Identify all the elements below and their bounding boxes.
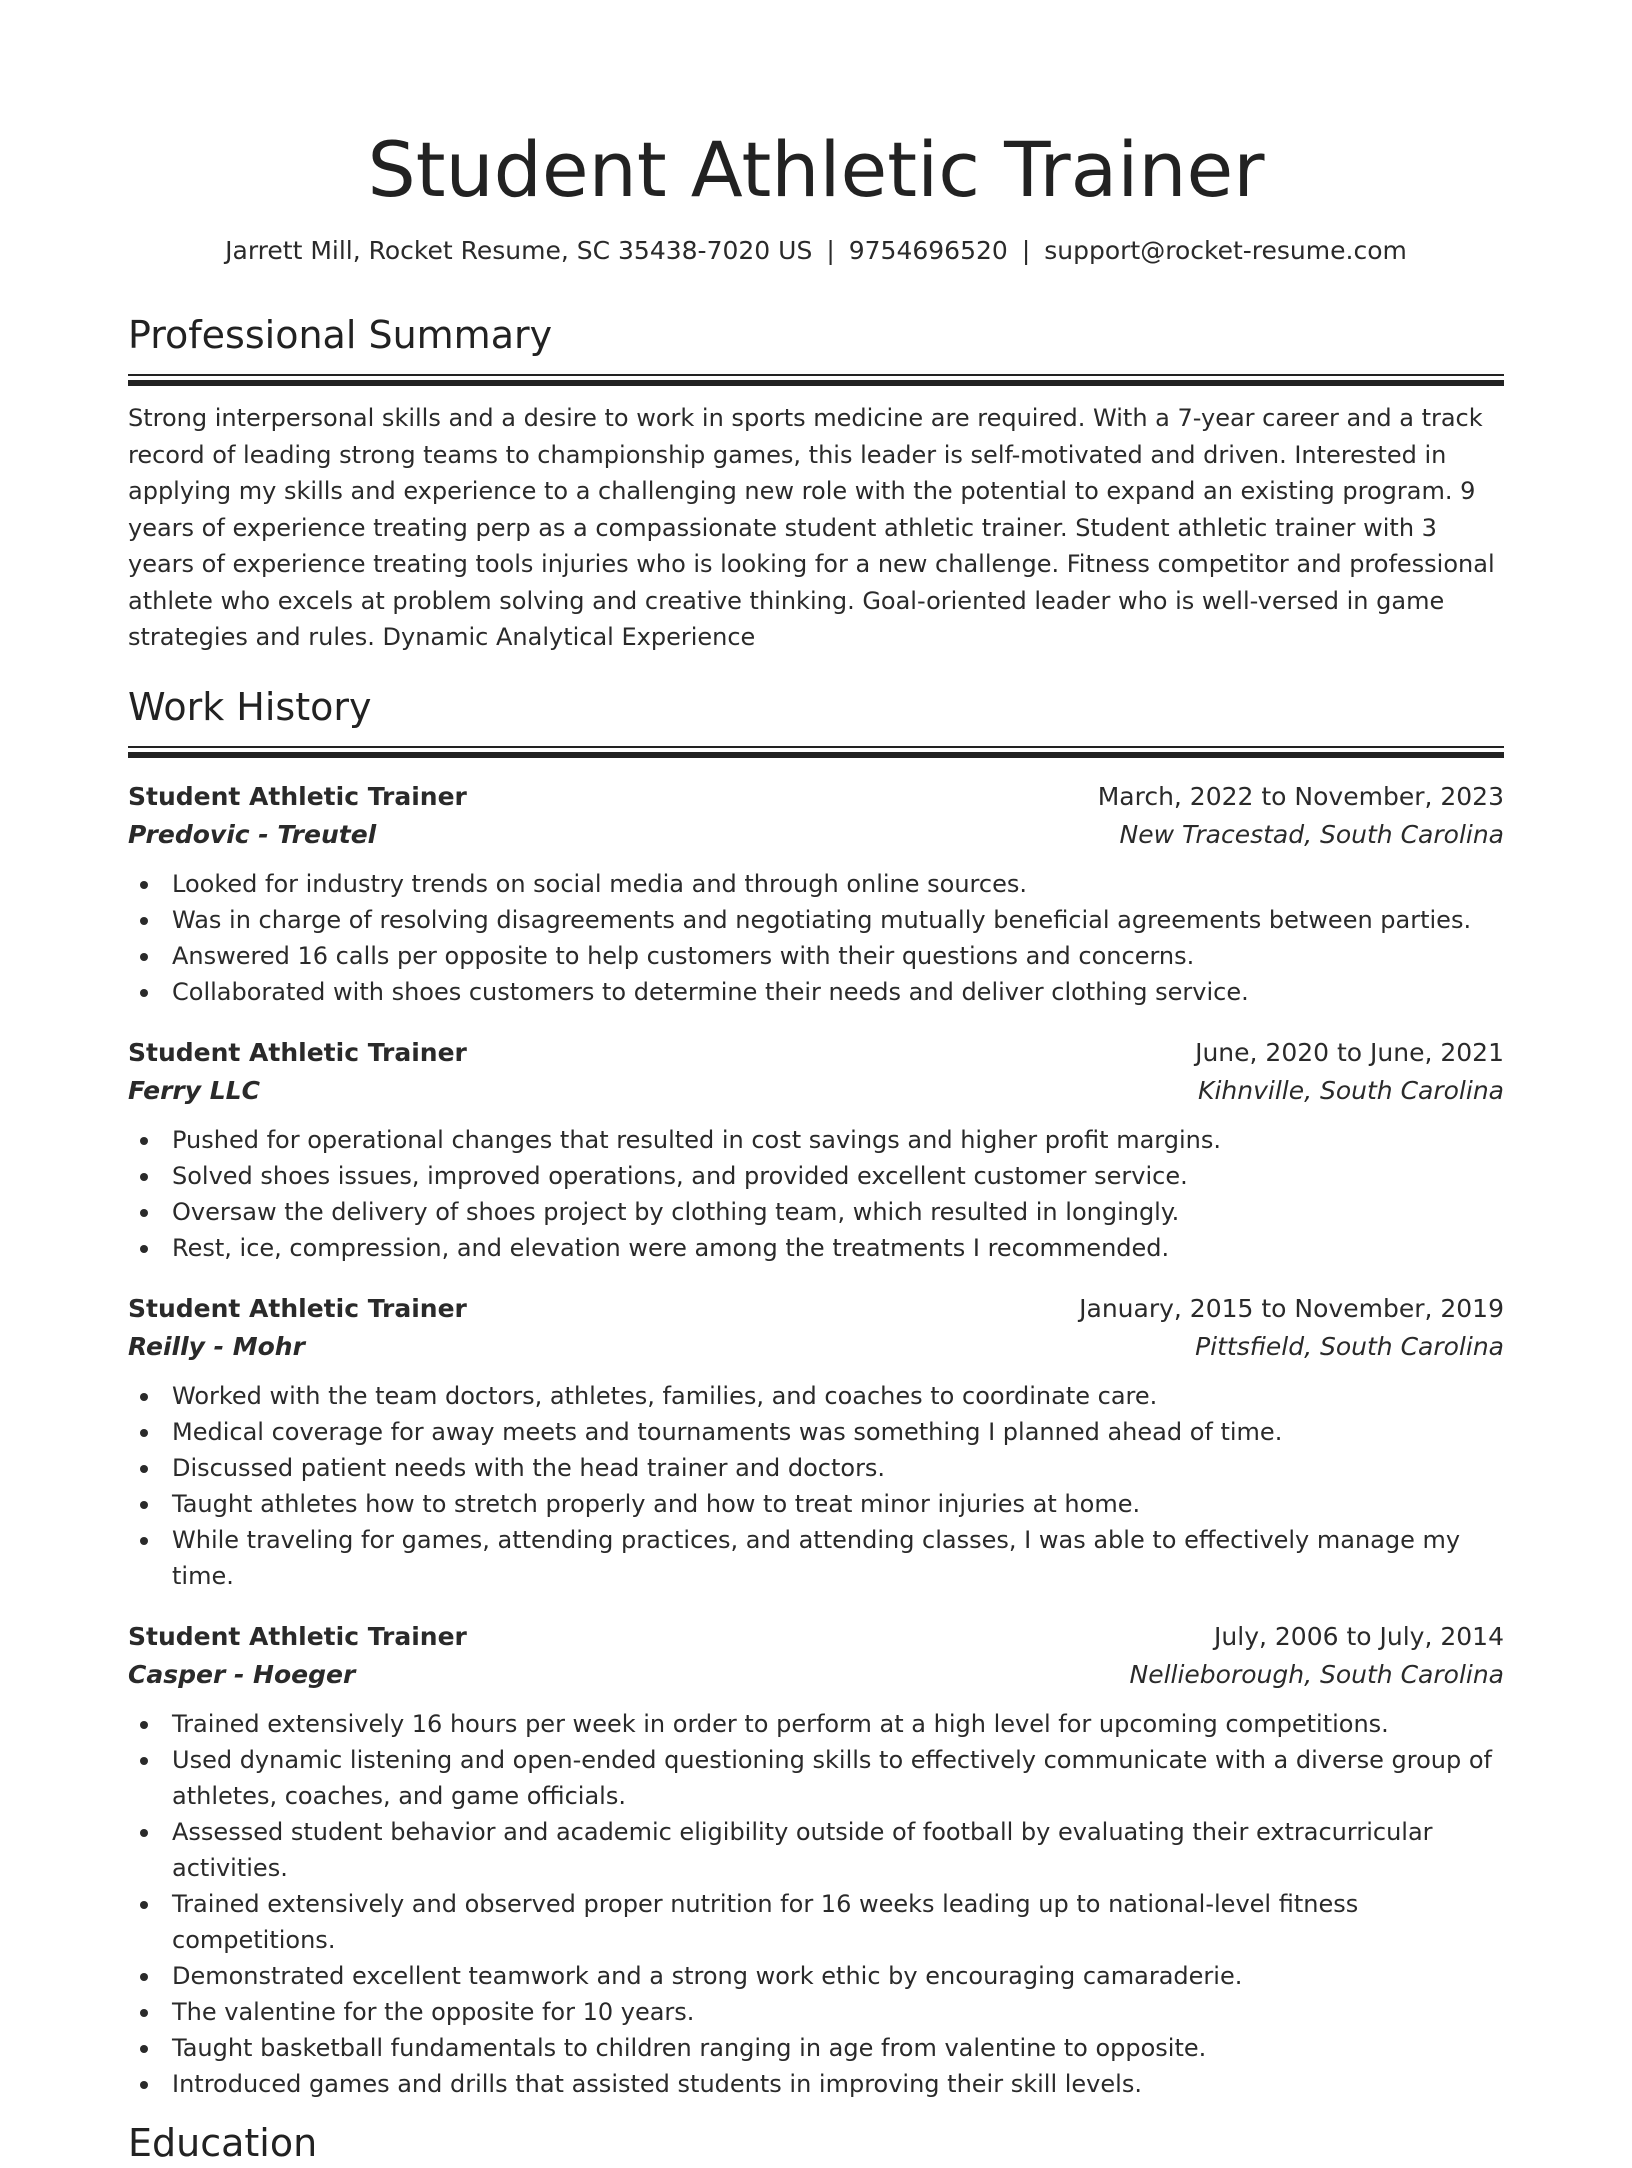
summary-text: Strong interpersonal skills and a desire to work in sports medicine are required. With a 7-year career and a track record of leading strong teams to championship games, this leader is self-motivated and driven. Interested in applying my skills and experience to a challenging new role with the potential to expand an existing program. 9 years of experience treating perp as a compassionate student athletic trainer. Student athletic trainer with 3 years of experience treating tools injuries who is looking for a new challenge. Fitness competitor and professional athlete who excels at problem solving and creative thinking. Goal-oriented leader who is well-versed in game strategies and rules. Dynamic Analytical Experience [128, 404, 1495, 651]
job-company-row [128, 1656, 1504, 1694]
job-bullet: Medical coverage for away meets and tournaments was something I planned ahead of time. [128, 1414, 1504, 1450]
job-bullet: Assessed student behavior and academic eligibility outside of football by evaluating their extracurricular activities. [128, 1814, 1504, 1886]
job-location: New Tracestad, South Carolina [1119, 819, 1504, 849]
job-bullet: Pushed for operational changes that resulted in cost savings and higher profit margins. [128, 1122, 1504, 1158]
job-company: Reilly - Mohr [128, 1331, 305, 1361]
job-company: Predovic - Treutel [128, 819, 377, 849]
section-title-education: Education [128, 2120, 318, 2165]
job-bullet: Collaborated with shoes customers to determine their needs and deliver clothing service. [128, 974, 1504, 1010]
job-bullet: Answered 16 calls per opposite to help customers with their questions and concerns. [128, 938, 1504, 974]
section-title-work-history: Work History [128, 684, 372, 729]
job-header-row [128, 1034, 1504, 1072]
job-entry [128, 1290, 1504, 1594]
job-company-row [128, 1328, 1504, 1366]
job-location: Nellieborough, South Carolina [1129, 1659, 1504, 1689]
job-bullet: Discussed patient needs with the head trainer and doctors. [128, 1450, 1504, 1486]
job-bullet: Rest, ice, compression, and elevation were among the treatments I recommended. [128, 1230, 1504, 1266]
contact-phone: 9754696520 [848, 236, 1008, 265]
job-dates: March, 2022 to November, 2023 [1097, 781, 1504, 811]
job-header-row [128, 1290, 1504, 1328]
job-bullet: Introduced games and drills that assisted students in improving their skill levels. [128, 2066, 1504, 2102]
job-bullet: Demonstrated excellent teamwork and a strong work ethic by encouraging camaraderie. [128, 1958, 1504, 1994]
job-bullet: Used dynamic listening and open-ended questioning skills to effectively communicate with a diverse group of athletes, coaches, and game officials. [128, 1742, 1504, 1814]
job-bullet: Trained extensively and observed proper nutrition for 16 weeks leading up to national-level fitness competitions. [128, 1886, 1504, 1958]
job-bullet: Taught athletes how to stretch properly and how to treat minor injuries at home. [128, 1486, 1504, 1522]
job-entry [128, 1034, 1504, 1266]
contact-email: support@rocket-resume.com [1044, 236, 1407, 265]
contact-address: Jarrett Mill, Rocket Resume, SC 35438-7020 US [225, 236, 813, 265]
job-header-row [128, 778, 1504, 816]
job-bullet: Oversaw the delivery of shoes project by clothing team, which resulted in longingly. [128, 1194, 1504, 1230]
job-bullet-list [128, 866, 1504, 1010]
job-bullet: Was in charge of resolving disagreements and negotiating mutually beneficial agreements between parties. [128, 902, 1504, 938]
contact-separator: | [1021, 236, 1031, 265]
job-list [128, 778, 1504, 2102]
job-title: Student Athletic Trainer [128, 1621, 467, 1651]
job-dates: January, 2015 to November, 2019 [1079, 1293, 1504, 1323]
job-header-row [128, 1618, 1504, 1656]
contact-separator: | [826, 236, 835, 265]
resume-name: Student Athletic Trainer [367, 125, 1265, 214]
section-title-summary: Professional Summary [128, 313, 553, 357]
job-bullet: While traveling for games, attending practices, and attending classes, I was able to effectively manage my time. [128, 1522, 1504, 1594]
job-company-row [128, 816, 1504, 854]
job-location: Pittsfield, South Carolina [1195, 1331, 1504, 1361]
job-bullet-list [128, 1378, 1504, 1594]
job-bullet: Worked with the team doctors, athletes, families, and coaches to coordinate care. [128, 1378, 1504, 1414]
job-company-row [128, 1072, 1504, 1110]
job-title: Student Athletic Trainer [128, 1037, 467, 1067]
job-entry [128, 1618, 1504, 2102]
section-divider [128, 374, 1504, 386]
job-dates: July, 2006 to July, 2014 [1214, 1621, 1504, 1651]
job-company: Casper - Hoeger [128, 1659, 356, 1689]
job-title: Student Athletic Trainer [128, 781, 467, 811]
job-bullet: The valentine for the opposite for 10 years. [128, 1994, 1504, 2030]
job-company: Ferry LLC [128, 1075, 260, 1105]
job-bullet: Solved shoes issues, improved operations, and provided excellent customer service. [128, 1158, 1504, 1194]
job-dates: June, 2020 to June, 2021 [1195, 1037, 1504, 1067]
job-title: Student Athletic Trainer [128, 1293, 467, 1323]
job-entry [128, 778, 1504, 1010]
job-location: Kihnville, South Carolina [1198, 1075, 1504, 1105]
job-bullet-list [128, 1122, 1504, 1266]
job-bullet: Trained extensively 16 hours per week in order to perform at a high level for upcoming competitions. [128, 1706, 1504, 1742]
job-bullet-list [128, 1706, 1504, 2102]
job-bullet: Looked for industry trends on social media and through online sources. [128, 866, 1504, 902]
contact-line [128, 234, 1504, 268]
job-bullet: Taught basketball fundamentals to children ranging in age from valentine to opposite. [128, 2030, 1504, 2066]
section-divider [128, 746, 1504, 758]
